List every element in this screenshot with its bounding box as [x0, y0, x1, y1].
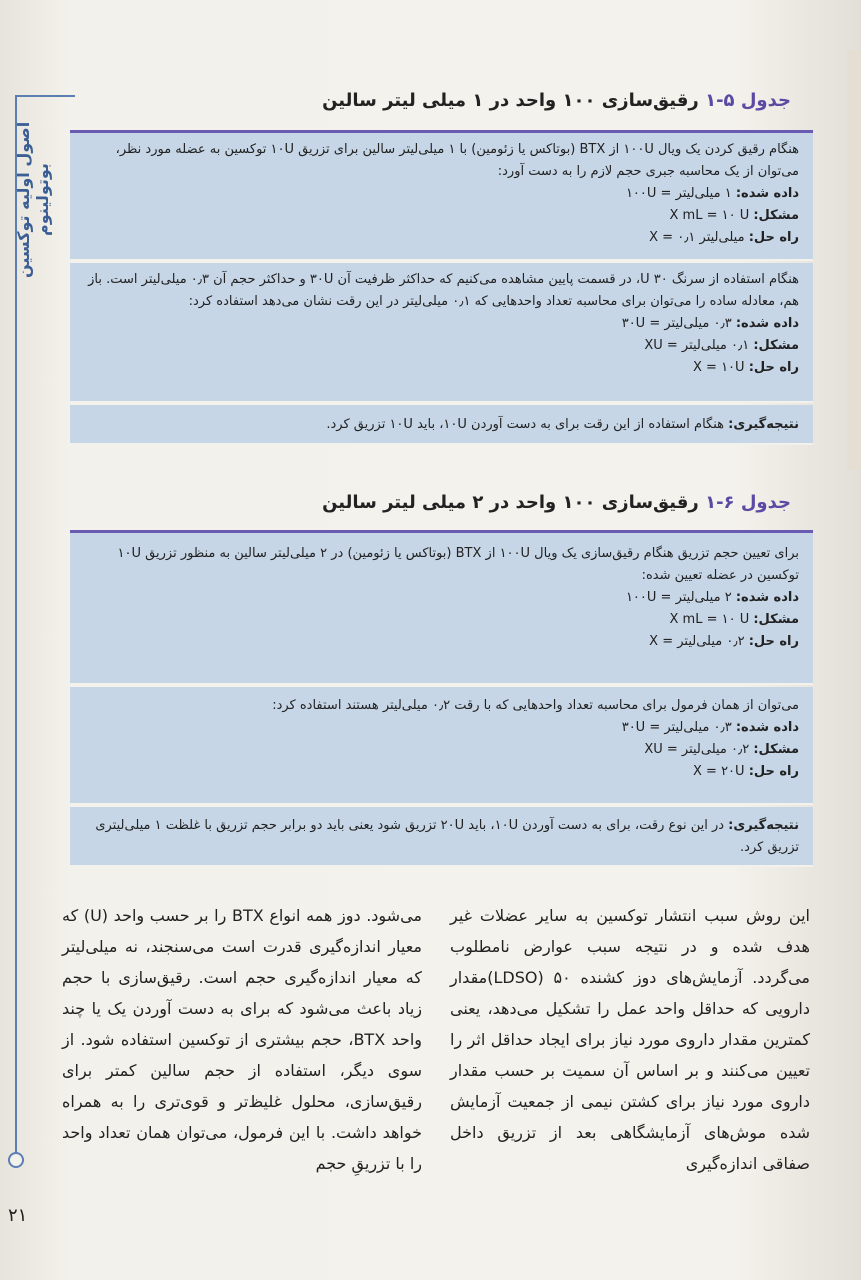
- table2-s2-given: داده شده: ۰٫۳ میلی‌لیتر = ۳۰U: [621, 720, 799, 735]
- table2-title-text: رقیق‌سازی ۱۰۰ واحد در ۲ میلی لیتر سالین: [322, 492, 699, 513]
- table2-conclusion: [70, 807, 813, 867]
- table1-title-text: رقیق‌سازی ۱۰۰ واحد در ۱ میلی لیتر سالین: [322, 90, 699, 111]
- table1-s1-given: داده شده: ۱ میلی‌لیتر = ۱۰۰U: [625, 186, 799, 201]
- table2-title: [322, 492, 791, 513]
- table1-conclusion-label: نتیجه‌گیری:: [728, 417, 799, 432]
- table1-s2-solution: راه حل: X = ۱۰U: [693, 360, 799, 375]
- table1-s2-given: داده شده: ۰٫۳ میلی‌لیتر = ۳۰U: [621, 316, 799, 331]
- table2-conclusion-text: در این نوع رقت، برای به دست آوردن ۱۰U، باید ۲۰U تزریق شود یعنی باید دو برابر حجم تزریق با غلظت ۱ میلی‌لیتری تزریق کرد.: [95, 818, 799, 855]
- adjacent-page-edge: [847, 50, 861, 470]
- table1-s2-intro: هنگام استفاده از سرنگ ۳۰ U، در قسمت پایین مشاهده می‌کنیم که حداکثر ظرفیت آن ۳۰U و حداکثر حجم آن ۰٫۳ میلی‌لیتر است. باز هم، معادله ساده را می‌توان برای محاسبه تعداد واحدهایی که ۰٫۱ میلی‌لیتر در این رقت نشان می‌دهد استفاده کرد:: [88, 272, 799, 309]
- table1-section2: [70, 263, 813, 403]
- body-left-column: می‌شود. دوز همه انواع BTX را بر حسب واحد (U) که معیار اندازه‌گیری قدرت است می‌سنجند، نه میلی‌لیتر که معیار اندازه‌گیری حجم است. رقیق‌سازی با حجم زیاد باعث می‌شود که برای به دست آوردن یک یا چند واحد BTX، حجم بیشتری از توکسین استفاده شود. از سوی دیگر، استفاده از حجم سالین کمتر برای رقیق‌سازی، محلول غلیظ‌تر و قوی‌تری را به همراه خواهد داشت. با این فرمول، می‌توان همان تعداد واحد را با تزریقِ حجم: [62, 906, 422, 1173]
- table2-s1-problem: مشکل: X mL = ۱۰ U: [669, 612, 799, 627]
- table2-section2: [70, 687, 813, 805]
- table2-s1-given: داده شده: ۲ میلی‌لیتر = ۱۰۰U: [625, 590, 799, 605]
- table1-conclusion: [70, 405, 813, 445]
- table2-s2-intro: می‌توان از همان فرمول برای محاسبه تعداد واحدهایی که با رقت ۰٫۲ میلی‌لیتر هستند استفاده کرد:: [272, 698, 799, 713]
- chapter-title: اصول اولیه توکسین بوتولینوم: [14, 121, 52, 279]
- table1-s2-problem: مشکل: ۰٫۱ میلی‌لیتر = XU: [644, 338, 799, 353]
- table2-s2-problem: مشکل: ۰٫۲ میلی‌لیتر = XU: [644, 742, 799, 757]
- table1-number: جدول ۵-۱: [705, 90, 791, 111]
- body-right-column: این روش سبب انتشار توکسین به سایر عضلات غیر هدف شده و در نتیجه سبب عوارض نامطلوب می‌گردد. آزمایش‌های دوز کشنده ۵۰ (LDSO)مقدار دارویی که حداقل واحد عمل را تشکیل می‌دهد، یعنی کمترین مقدار داروی مورد نیاز برای ایجاد حداقل اثر را تعیین می‌کنند و بر اساس آن سمیت بر حسب مقدار داروی مورد نیاز برای کشتن نیمی از جمعیت آزمایش شده موش‌های آزمایشگاهی بعد از تزریق داخل صفاقی اندازه‌گیری: [450, 906, 810, 1173]
- sidebar-circle-icon: [8, 1152, 24, 1168]
- table1-s1-solution: راه حل: میلی‌لیتر ۰٫۱ = X: [649, 230, 799, 245]
- table1-conclusion-text: هنگام استفاده از این رقت برای به دست آوردن ۱۰U، باید ۱۰U تزریق کرد.: [326, 417, 725, 432]
- table2-s1-intro: برای تعیین حجم تزریق هنگام رقیق‌سازی یک ویال ۱۰۰U از BTX (بوتاکس یا زئومین) در ۲ میلی‌لیتر سالین به منظور تزریق ۱۰U توکسین در عضله تعیین شده:: [117, 546, 799, 583]
- table2-number: جدول ۶-۱: [705, 492, 791, 513]
- table2-s1-solution: راه حل: ۰٫۲ میلی‌لیتر = X: [649, 634, 799, 649]
- sidebar-top-rule: [15, 95, 75, 97]
- table1-s1-problem: مشکل: X mL = ۱۰ U: [669, 208, 799, 223]
- table2-conclusion-label: نتیجه‌گیری:: [728, 818, 799, 833]
- table2-section1: [70, 533, 813, 685]
- table2-s2-solution: راه حل: X = ۲۰U: [693, 764, 799, 779]
- table1-s1-intro: هنگام رقیق کردن یک ویال ۱۰۰U از BTX (بوتاکس یا زئومین) با ۱ میلی‌لیتر سالین برای تزریق ۱۰U توکسین به عضله مورد نظر، می‌توان از یک محاسبه جبری حجم لازم را به دست آورد:: [115, 142, 799, 179]
- table1-section1: [70, 133, 813, 261]
- table1-title: [322, 90, 791, 111]
- page-number: ۲۱: [8, 1205, 28, 1226]
